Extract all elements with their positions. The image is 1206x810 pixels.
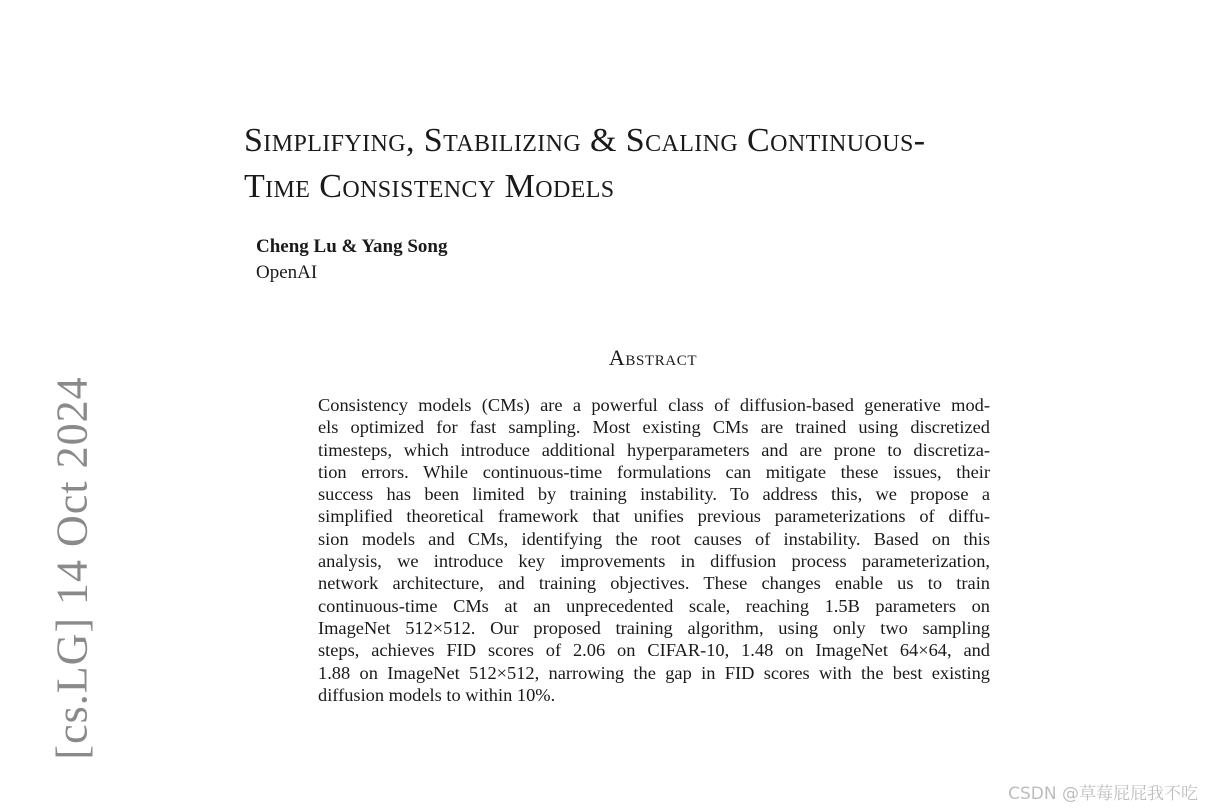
abstract-line: timesteps, which introduce additional hyperparameters and are prone to discretiza-: [318, 439, 990, 460]
abstract-line: steps, achieves FID scores of 2.06 on CIFAR-10, 1.48 on ImageNet 64×64, and: [318, 640, 990, 661]
arxiv-side-label: [cs.LG] 14 Oct 2024: [47, 376, 97, 760]
abstract-line: 1.88 on ImageNet 512×512, narrowing the gap in FID scores with the best existing: [318, 662, 990, 683]
abstract-line: diffusion models to within 10%.: [318, 684, 556, 705]
abstract-body: [318, 394, 990, 706]
abstract-line: simplified theoretical framework that unifies previous parameterizations of diffu-: [318, 506, 990, 527]
paper-title: [244, 118, 1144, 210]
abstract-line: continuous-time CMs at an unprecedented scale, reaching 1.5B parameters on: [318, 595, 990, 616]
abstract-line: network architecture, and training objectives. These changes enable us to train: [318, 573, 990, 594]
abstract-line: els optimized for fast sampling. Most existing CMs are trained using discretized: [318, 417, 990, 438]
abstract-line: tion errors. While continuous-time formulations can mitigate these issues, their: [318, 461, 990, 482]
authors: Cheng Lu & Yang Song: [256, 236, 448, 257]
abstract-line: success has been limited by training instability. To address this, we propose a: [318, 484, 990, 505]
abstract-heading: Abstract: [608, 345, 698, 370]
abstract-line: sion models and CMs, identifying the root causes of instability. Based on this: [318, 528, 990, 549]
abstract-line: Consistency models (CMs) are a powerful class of diffusion-based generative mod-: [318, 395, 990, 415]
abstract-line: ImageNet 512×512. Our proposed training algorithm, using only two sampling: [318, 617, 990, 638]
paper-title-line-2: Time Consistency Models: [244, 168, 615, 205]
affiliation: OpenAI: [256, 262, 318, 283]
watermark: CSDN @草莓屁屁我不吃: [1008, 784, 1198, 804]
paper-title-line-1: Simplifying, Stabilizing & Scaling Continuous-: [244, 122, 926, 159]
abstract-line: analysis, we introduce key improvements in diffusion process parameterization,: [318, 551, 990, 572]
